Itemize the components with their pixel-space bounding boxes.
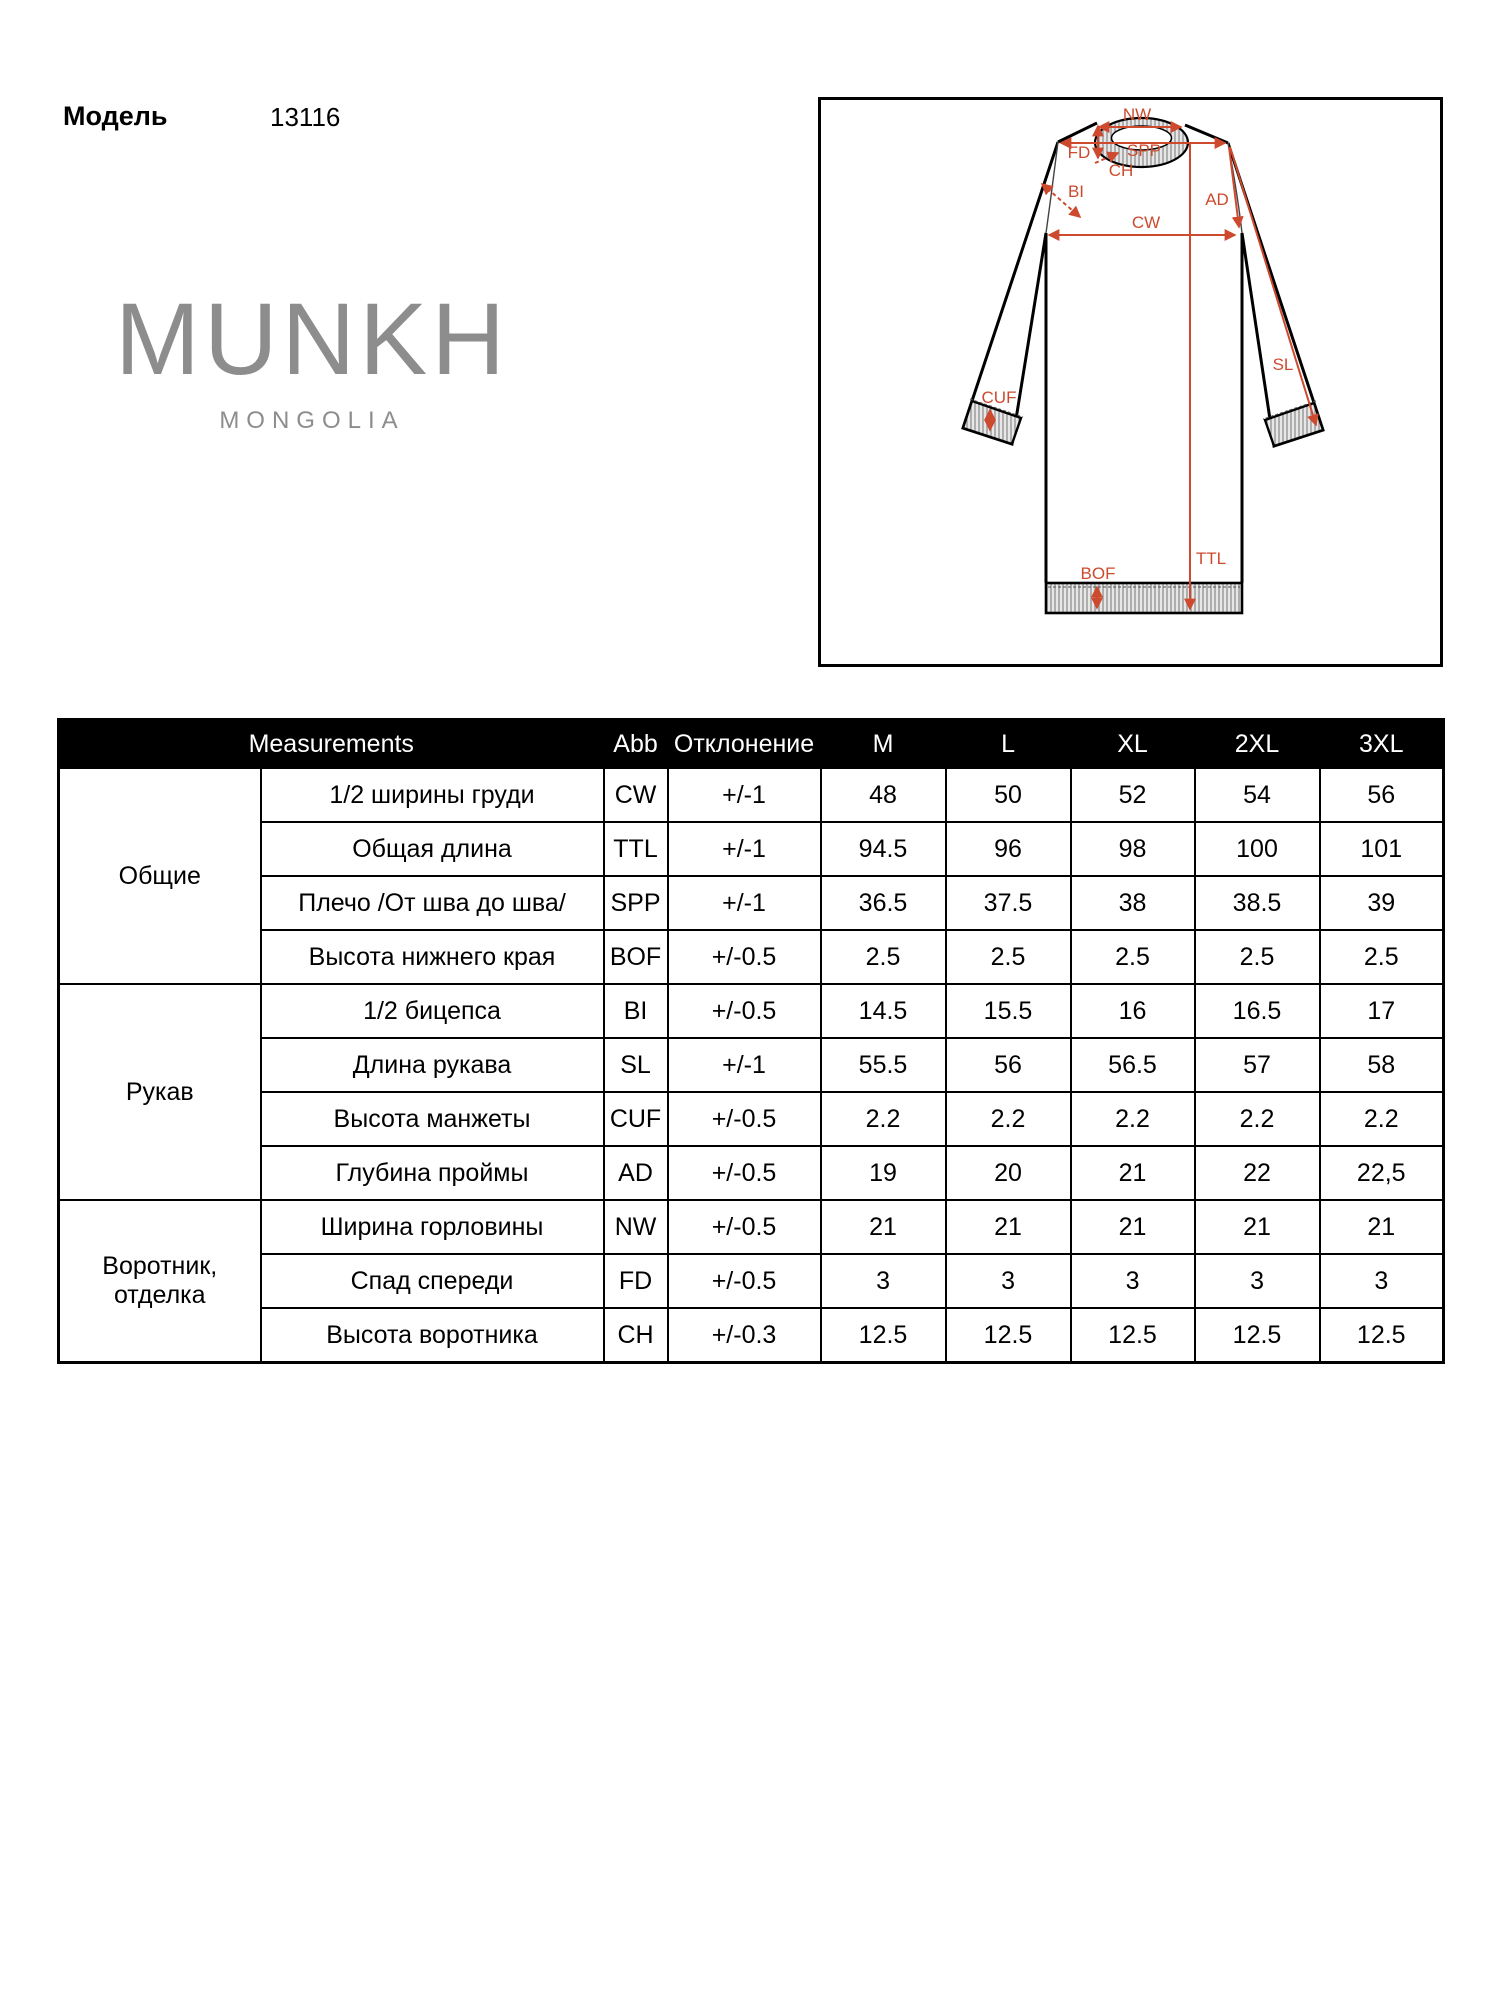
value-cell: 2.2 [946,1092,1071,1146]
measurement-name: Высота воротника [261,1308,604,1363]
value-cell: 3 [946,1254,1071,1308]
value-cell: 21 [1071,1146,1195,1200]
diagram-label-nw: NW [1122,105,1152,124]
measurement-name: 1/2 ширины груди [261,768,604,822]
value-cell: 20 [946,1146,1071,1200]
header-size-2xl: 2XL [1195,720,1320,769]
value-cell: 2.5 [1195,930,1320,984]
value-cell: 21 [821,1200,946,1254]
group-label: Общие [59,768,261,984]
deviation-cell: +/-1 [668,1038,821,1092]
table-row [59,822,1444,876]
measurement-name: Общая длина [261,822,604,876]
value-cell: 3 [1195,1254,1320,1308]
value-cell: 58 [1320,1038,1444,1092]
abb-cell: CW [604,768,668,822]
value-cell: 12.5 [946,1308,1071,1363]
value-cell: 50 [946,768,1071,822]
value-cell: 22 [1195,1146,1320,1200]
header-size-m: M [821,720,946,769]
abb-cell: NW [604,1200,668,1254]
abb-cell: CH [604,1308,668,1363]
diagram-label-spp: SPP [1126,141,1162,160]
value-cell: 3 [821,1254,946,1308]
measurement-name: Ширина горловины [261,1200,604,1254]
header-size-xl: XL [1071,720,1195,769]
diagram-label-sl: SL [1272,355,1294,374]
value-cell: 96 [946,822,1071,876]
value-cell: 2.5 [1320,930,1444,984]
value-cell: 2.2 [1320,1092,1444,1146]
measurement-name: Длина рукава [261,1038,604,1092]
measurement-name: Спад спереди [261,1254,604,1308]
diagram-label-ch: CH [1108,161,1134,180]
value-cell: 12.5 [1195,1308,1320,1363]
value-cell: 2.2 [1195,1092,1320,1146]
value-cell: 52 [1071,768,1195,822]
value-cell: 19 [821,1146,946,1200]
measurement-name: 1/2 бицепса [261,984,604,1038]
diagram-label-ad: AD [1205,190,1229,209]
table-row [59,1146,1444,1200]
deviation-cell: +/-1 [668,822,821,876]
value-cell: 14.5 [821,984,946,1038]
value-cell: 16 [1071,984,1195,1038]
abb-cell: CUF [604,1092,668,1146]
value-cell: 38.5 [1195,876,1320,930]
value-cell: 57 [1195,1038,1320,1092]
value-cell: 101 [1320,822,1444,876]
measurement-name: Плечо /От шва до шва/ [261,876,604,930]
value-cell: 2.5 [946,930,1071,984]
diagram-label-ttl: TTL [1195,549,1227,568]
table-row [59,876,1444,930]
value-cell: 2.5 [1071,930,1195,984]
diagram-label-bi: BI [1067,182,1085,201]
value-cell: 3 [1320,1254,1444,1308]
abb-cell: BOF [604,930,668,984]
abb-cell: AD [604,1146,668,1200]
table-row [59,768,1444,822]
value-cell: 21 [1071,1200,1195,1254]
abb-cell: TTL [604,822,668,876]
model-number: 13116 [270,102,341,132]
value-cell: 56.5 [1071,1038,1195,1092]
value-cell: 12.5 [1071,1308,1195,1363]
table-row [59,930,1444,984]
table-header-row [59,720,1444,769]
model-label: Модель [63,101,168,131]
table-row [59,984,1444,1038]
measurement-name: Высота нижнего края [261,930,604,984]
value-cell: 2.2 [1071,1092,1195,1146]
deviation-cell: +/-0.3 [668,1308,821,1363]
deviation-cell: +/-0.5 [668,930,821,984]
value-cell: 36.5 [821,876,946,930]
value-cell: 22,5 [1320,1146,1444,1200]
deviation-cell: +/-0.5 [668,1146,821,1200]
brand-logo [114,282,510,435]
value-cell: 2.5 [821,930,946,984]
diagram-label-cuf: CUF [981,388,1017,407]
value-cell: 56 [1320,768,1444,822]
value-cell: 12.5 [1320,1308,1444,1363]
deviation-cell: +/-1 [668,876,821,930]
value-cell: 2.2 [821,1092,946,1146]
deviation-cell: +/-0.5 [668,1092,821,1146]
brand-subtitle: MONGOLIA [219,407,405,435]
garment-diagram [818,97,1443,667]
header-abb: Abb [604,720,668,769]
deviation-cell: +/-0.5 [668,1200,821,1254]
measurements-table [57,718,1445,1364]
value-cell: 16.5 [1195,984,1320,1038]
value-cell: 94.5 [821,822,946,876]
table-row [59,1038,1444,1092]
abb-cell: FD [604,1254,668,1308]
table-row [59,1200,1444,1254]
diagram-label-fd: FD [1067,143,1091,162]
header-measurements: Measurements [59,720,604,769]
value-cell: 21 [1320,1200,1444,1254]
abb-cell: BI [604,984,668,1038]
value-cell: 12.5 [821,1308,946,1363]
value-cell: 39 [1320,876,1444,930]
value-cell: 54 [1195,768,1320,822]
value-cell: 3 [1071,1254,1195,1308]
model-row [63,101,341,132]
abb-cell: SPP [604,876,668,930]
measurement-name: Глубина проймы [261,1146,604,1200]
value-cell: 56 [946,1038,1071,1092]
value-cell: 100 [1195,822,1320,876]
header-size-3xl: 3XL [1320,720,1444,769]
value-cell: 21 [946,1200,1071,1254]
diagram-label-bof: BOF [1080,564,1116,583]
measurement-name: Высота манжеты [261,1092,604,1146]
abb-cell: SL [604,1038,668,1092]
value-cell: 55.5 [821,1038,946,1092]
value-cell: 98 [1071,822,1195,876]
value-cell: 21 [1195,1200,1320,1254]
value-cell: 48 [821,768,946,822]
group-label: Воротник, отделка [59,1200,261,1363]
header-size-l: L [946,720,1071,769]
deviation-cell: +/-1 [668,768,821,822]
value-cell: 38 [1071,876,1195,930]
diagram-label-cw: CW [1131,213,1161,232]
brand-name: MUNKH [115,282,509,396]
table-row [59,1254,1444,1308]
deviation-cell: +/-0.5 [668,1254,821,1308]
table-row [59,1308,1444,1363]
value-cell: 17 [1320,984,1444,1038]
deviation-cell: +/-0.5 [668,984,821,1038]
header-deviation: Отклонение [668,720,821,769]
table-row [59,1092,1444,1146]
value-cell: 15.5 [946,984,1071,1038]
value-cell: 37.5 [946,876,1071,930]
group-label: Рукав [59,984,261,1200]
